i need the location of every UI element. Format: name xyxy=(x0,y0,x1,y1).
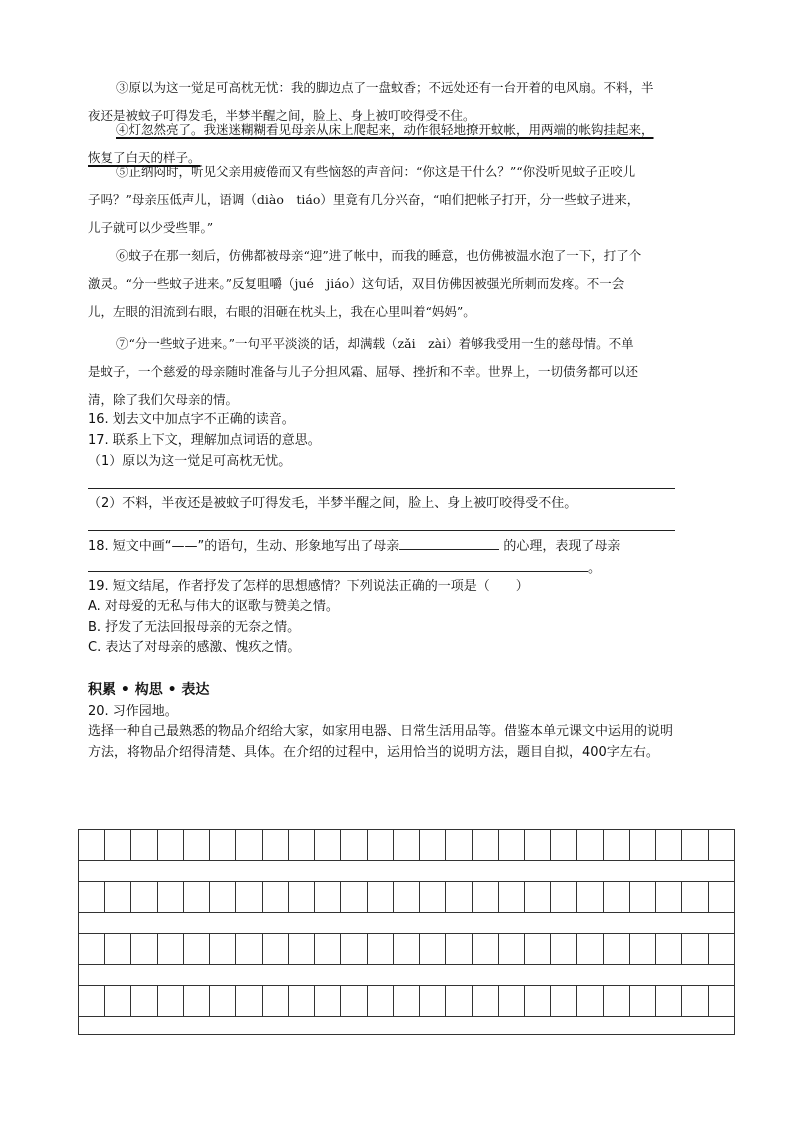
grid-cell[interactable] xyxy=(499,830,525,860)
question-19: 19. 短文结尾，作者抒发了怎样的思想感情？下列说法正确的一项是（ ） xyxy=(88,579,529,594)
grid-cell[interactable] xyxy=(341,830,367,860)
grid-cell[interactable] xyxy=(682,882,708,912)
grid-row xyxy=(79,934,734,965)
grid-cell[interactable] xyxy=(368,934,394,964)
writing-prompt-line2: 方法，将物品介绍得清楚、具体。在介绍的过程中，运用恰当的说明方法，题目自拟，400字左右。 xyxy=(88,745,659,760)
answer-line-17-1[interactable] xyxy=(88,488,675,489)
grid-cell[interactable] xyxy=(105,830,131,860)
p6-line3: 儿，左眼的泪流到右眼，右眼的泪砸在枕头上，我在心里叫着“妈妈”。 xyxy=(88,304,476,319)
grid-cell[interactable] xyxy=(236,934,262,964)
grid-cell[interactable] xyxy=(446,986,472,1016)
grid-cell[interactable] xyxy=(604,934,630,964)
grid-cell[interactable] xyxy=(709,986,734,1016)
grid-cell[interactable] xyxy=(551,882,577,912)
grid-cell[interactable] xyxy=(105,934,131,964)
grid-cell[interactable] xyxy=(289,882,315,912)
grid-cell[interactable] xyxy=(289,830,315,860)
grid-cell[interactable] xyxy=(499,986,525,1016)
grid-cell[interactable] xyxy=(420,986,446,1016)
grid-cell[interactable] xyxy=(525,986,551,1016)
p7-line3: 清，除了我们欠母亲的情。 xyxy=(88,392,239,407)
question-18-line2 xyxy=(88,557,728,579)
grid-cell[interactable] xyxy=(394,882,420,912)
grid-cell[interactable] xyxy=(236,986,262,1016)
grid-cell[interactable] xyxy=(79,882,105,912)
grid-cell[interactable] xyxy=(341,986,367,1016)
grid-cell[interactable] xyxy=(709,830,734,860)
grid-cell[interactable] xyxy=(473,986,499,1016)
grid-cell[interactable] xyxy=(131,934,157,964)
grid-cell[interactable] xyxy=(184,882,210,912)
grid-cell[interactable] xyxy=(499,934,525,964)
grid-cell[interactable] xyxy=(263,830,289,860)
passage-paragraph-7 xyxy=(88,330,718,414)
grid-cell[interactable] xyxy=(210,986,236,1016)
question-17-2: （2）不料，半夜还是被蚊子叮得发毛，半梦半醒之间，脸上、身上被叮咬得受不住。 xyxy=(88,496,578,511)
grid-cell[interactable] xyxy=(525,882,551,912)
grid-cell[interactable] xyxy=(604,882,630,912)
grid-cell[interactable] xyxy=(79,986,105,1016)
p6-line1: ⑥蚊子在那一刻后，仿佛都被母亲“迎”进了帐中，而我的睡意，也仿佛被温水泡了一下，打了个 xyxy=(116,248,642,263)
grid-cell[interactable] xyxy=(630,882,656,912)
grid-cell[interactable] xyxy=(420,882,446,912)
grid-cell[interactable] xyxy=(263,882,289,912)
grid-cell[interactable] xyxy=(341,882,367,912)
grid-cell[interactable] xyxy=(499,882,525,912)
writing-prompt-line1: 选择一种自己最熟悉的物品介绍给大家，如家用电器、日常生活用品等。借鉴本单元课文中运用的说明 xyxy=(88,724,674,739)
question-17: 17. 联系上下文，理解加点词语的意思。 xyxy=(88,433,321,448)
grid-cell[interactable] xyxy=(315,882,341,912)
grid-cell[interactable] xyxy=(184,830,210,860)
grid-cell[interactable] xyxy=(473,882,499,912)
grid-cell[interactable] xyxy=(131,882,157,912)
grid-cell[interactable] xyxy=(473,934,499,964)
grid-cell[interactable] xyxy=(446,934,472,964)
grid-cell[interactable] xyxy=(551,830,577,860)
question-18-end: 。 xyxy=(588,561,602,576)
answer-blank-18-a[interactable] xyxy=(399,535,499,550)
question-18-text-a: 18. 短文中画“——”的语句，生动、形象地写出了母亲 xyxy=(88,539,400,554)
grid-cell[interactable] xyxy=(236,830,262,860)
grid-cell[interactable] xyxy=(315,934,341,964)
grid-cell[interactable] xyxy=(210,882,236,912)
grid-cell[interactable] xyxy=(577,986,603,1016)
option-19-a[interactable]: A. 对母爱的无私与伟大的讴歌与赞美之情。 xyxy=(88,599,339,614)
p7-line1: ⑦“分一些蚊子进来。”一句平平淡淡的话，却满载（zǎi zài）着够我受用一生的慈母情。不单 xyxy=(116,336,634,351)
passage-paragraph-6 xyxy=(88,242,718,326)
grid-cell[interactable] xyxy=(709,934,734,964)
grid-cell[interactable] xyxy=(79,830,105,860)
grid-cell[interactable] xyxy=(420,830,446,860)
p4-line2: 恢复了白天的样子。 xyxy=(88,150,201,165)
question-18 xyxy=(88,535,728,557)
grid-cell[interactable] xyxy=(341,934,367,964)
grid-row xyxy=(79,830,734,861)
option-19-b[interactable]: B. 抒发了无法回报母亲的无奈之情。 xyxy=(88,620,301,635)
p5-line2: 子吗？”母亲压低声儿，语调（diào tiáo）里竟有几分兴奋，“咱们把帐子打开，分一些蚊子进来， xyxy=(88,192,640,207)
grid-cell[interactable] xyxy=(105,882,131,912)
grid-cell[interactable] xyxy=(368,882,394,912)
question-18-text-b: 的心理，表现了母亲 xyxy=(499,539,621,554)
grid-cell[interactable] xyxy=(105,986,131,1016)
grid-cell[interactable] xyxy=(131,986,157,1016)
grid-row xyxy=(79,986,734,1017)
grid-cell[interactable] xyxy=(210,830,236,860)
grid-cell[interactable] xyxy=(577,934,603,964)
grid-cell[interactable] xyxy=(158,882,184,912)
question-17-1: （1）原以为这一觉足可高枕无忧。 xyxy=(88,454,292,469)
grid-cell[interactable] xyxy=(446,830,472,860)
grid-gap-row xyxy=(79,913,734,934)
grid-cell[interactable] xyxy=(158,934,184,964)
answer-line-17-2[interactable] xyxy=(88,530,675,531)
grid-cell[interactable] xyxy=(630,986,656,1016)
writing-grid[interactable] xyxy=(78,829,735,1035)
passage-paragraph-5 xyxy=(88,158,718,242)
grid-cell[interactable] xyxy=(656,934,682,964)
question-16: 16. 划去文中加点字不正确的读音。 xyxy=(88,412,295,427)
grid-cell[interactable] xyxy=(682,830,708,860)
grid-cell[interactable] xyxy=(289,934,315,964)
grid-cell[interactable] xyxy=(131,830,157,860)
grid-cell[interactable] xyxy=(184,986,210,1016)
grid-cell[interactable] xyxy=(394,934,420,964)
grid-cell[interactable] xyxy=(289,986,315,1016)
grid-cell[interactable] xyxy=(473,830,499,860)
p4-line1: ④灯忽然亮了。我迷迷糊糊看见母亲从床上爬起来，动作很轻地撩开蚊帐，用两端的帐钩挂起来， xyxy=(116,122,654,137)
grid-cell[interactable] xyxy=(446,882,472,912)
grid-cell[interactable] xyxy=(551,934,577,964)
grid-gap-row xyxy=(79,965,734,986)
section-heading: 积累 • 构思 • 表达 xyxy=(88,682,210,698)
grid-cell[interactable] xyxy=(525,934,551,964)
grid-cell[interactable] xyxy=(158,830,184,860)
p3-line2: 夜还是被蚊子叮得发毛，半梦半醒之间，脸上、身上被叮咬得受不住。 xyxy=(88,108,476,123)
option-19-c[interactable]: C. 表达了对母亲的感激、愧疚之情。 xyxy=(88,640,301,655)
grid-cell[interactable] xyxy=(709,882,734,912)
grid-cell[interactable] xyxy=(263,934,289,964)
grid-cell[interactable] xyxy=(368,986,394,1016)
grid-cell[interactable] xyxy=(682,986,708,1016)
grid-row xyxy=(79,882,734,913)
p5-line1: ⑤正纳闷时，听见父亲用疲倦而又有些恼怒的声音问：“你这是干什么？”“你没听见蚊子正咬儿 xyxy=(116,164,636,179)
p5-line3: 儿子就可以少受些罪。” xyxy=(88,220,214,235)
grid-cell[interactable] xyxy=(577,830,603,860)
grid-cell[interactable] xyxy=(630,934,656,964)
answer-blank-18-b[interactable] xyxy=(88,557,588,572)
grid-cell[interactable] xyxy=(551,986,577,1016)
grid-cell[interactable] xyxy=(656,882,682,912)
grid-cell[interactable] xyxy=(368,830,394,860)
p3-line1: ③原以为这一觉足可高枕无忧：我的脚边点了一盘蚊香；不远处还有一台开着的电风扇。不料，半 xyxy=(116,80,654,95)
grid-cell[interactable] xyxy=(604,830,630,860)
grid-cell[interactable] xyxy=(79,934,105,964)
grid-cell[interactable] xyxy=(263,986,289,1016)
grid-cell[interactable] xyxy=(394,986,420,1016)
grid-cell[interactable] xyxy=(656,986,682,1016)
grid-cell[interactable] xyxy=(630,830,656,860)
grid-gap-row xyxy=(79,1017,734,1038)
p7-line2: 是蚊子，一个慈爱的母亲随时准备与儿子分担风霜、屈辱、挫折和不幸。世界上，一切债务都可以还 xyxy=(88,364,639,379)
grid-cell[interactable] xyxy=(394,830,420,860)
grid-cell[interactable] xyxy=(210,934,236,964)
grid-gap-row xyxy=(79,861,734,882)
grid-cell[interactable] xyxy=(236,882,262,912)
question-20: 20. 习作园地。 xyxy=(88,704,178,719)
grid-cell[interactable] xyxy=(656,830,682,860)
grid-cell[interactable] xyxy=(315,830,341,860)
grid-cell[interactable] xyxy=(604,986,630,1016)
grid-cell[interactable] xyxy=(420,934,446,964)
grid-cell[interactable] xyxy=(682,934,708,964)
p6-line2: 激灵。“分一些蚊子进来。”反复咀嚼（jué jiáo）这句话，双目仿佛因被强光所刺而发疼。不一会 xyxy=(88,276,625,291)
grid-cell[interactable] xyxy=(184,934,210,964)
grid-cell[interactable] xyxy=(158,986,184,1016)
grid-cell[interactable] xyxy=(315,986,341,1016)
grid-cell[interactable] xyxy=(577,882,603,912)
grid-cell[interactable] xyxy=(525,830,551,860)
